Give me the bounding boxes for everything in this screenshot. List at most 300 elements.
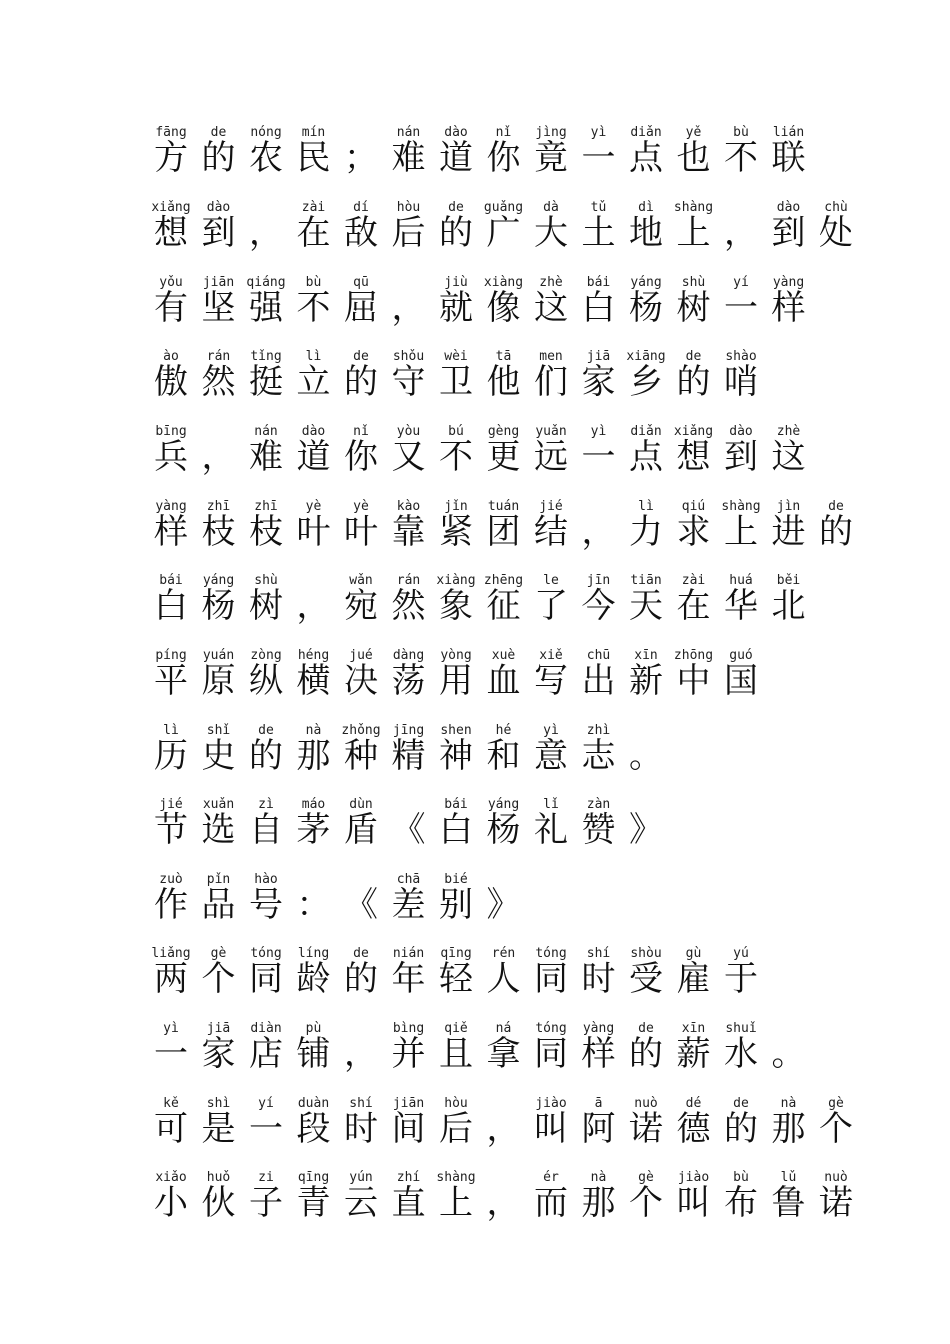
hanzi: ， xyxy=(486,1183,521,1223)
hanzi: 和 xyxy=(486,736,521,776)
hanzi: ： xyxy=(296,885,331,925)
hanzi: 布 xyxy=(724,1183,758,1223)
pinyin: jiān xyxy=(392,1096,425,1111)
hanzi: 枝 xyxy=(249,512,283,552)
hanzi: 白 xyxy=(154,586,188,626)
pinyin: nián xyxy=(392,946,425,961)
pinyin: yáng xyxy=(487,797,520,812)
hanzi: 道 xyxy=(296,437,331,477)
pinyin: yè xyxy=(353,499,369,514)
pinyin: xuè xyxy=(491,648,516,663)
pinyin: nuò xyxy=(634,1096,658,1111)
hanzi: 大 xyxy=(534,213,568,253)
pinyin: de xyxy=(685,349,702,364)
hanzi: 象 xyxy=(439,586,473,626)
pinyin: qū xyxy=(353,275,369,290)
hanzi: 远 xyxy=(534,437,568,477)
hanzi: 时 xyxy=(344,1109,378,1149)
pinyin: tā xyxy=(495,349,512,364)
pinyin: bié xyxy=(444,872,468,887)
hanzi: 不 xyxy=(296,288,331,328)
hanzi: 并 xyxy=(391,1034,426,1074)
hanzi: 店 xyxy=(249,1034,283,1074)
hanzi: 神 xyxy=(439,736,473,776)
pinyin: yáng xyxy=(630,275,662,290)
pinyin: zuò xyxy=(159,872,183,887)
pinyin: yàng xyxy=(772,275,805,290)
pinyin: nà xyxy=(305,723,322,738)
pinyin: mín xyxy=(301,125,326,140)
pinyin: yǒu xyxy=(159,275,183,290)
hanzi: 地 xyxy=(629,213,663,253)
hanzi: 土 xyxy=(581,213,616,253)
hanzi: 到 xyxy=(201,213,236,253)
pinyin: dào xyxy=(206,200,231,215)
hanzi: 想 xyxy=(154,213,188,253)
pinyin: yě xyxy=(685,125,702,140)
pinyin: hào xyxy=(254,872,278,887)
pinyin: rán xyxy=(396,573,421,588)
hanzi: 两 xyxy=(154,959,188,999)
pinyin: jìn xyxy=(776,499,801,514)
pinyin: shòu xyxy=(630,946,662,961)
hanzi: 敌 xyxy=(344,213,378,253)
pinyin: shuǐ xyxy=(725,1021,757,1036)
pinyin: diàn xyxy=(250,1021,282,1036)
hanzi: 且 xyxy=(439,1034,473,1074)
hanzi: 志 xyxy=(581,736,616,776)
text-line xyxy=(147,1096,853,1157)
hanzi: 白 xyxy=(581,288,616,328)
pinyin: bái xyxy=(444,797,468,812)
ruby-glyph xyxy=(616,724,676,784)
text-line xyxy=(147,798,827,858)
hanzi: 不 xyxy=(439,437,473,477)
hanzi: 屈 xyxy=(344,288,378,328)
pinyin: de xyxy=(258,723,274,738)
hanzi: 团 xyxy=(486,512,521,552)
pinyin: xīn xyxy=(634,648,658,663)
hanzi: 而 xyxy=(534,1183,568,1223)
pinyin: duàn xyxy=(297,1096,330,1111)
pinyin: zhōng xyxy=(673,648,714,663)
hanzi: 杨 xyxy=(201,586,236,626)
pinyin: zhēng xyxy=(483,573,524,588)
hanzi: 水 xyxy=(724,1034,758,1074)
pinyin: yì xyxy=(163,1021,179,1036)
pinyin: ào xyxy=(163,349,179,364)
pinyin: pù xyxy=(305,1021,322,1036)
hanzi: 意 xyxy=(534,736,568,776)
pinyin: jié xyxy=(539,499,563,514)
pinyin: chū xyxy=(586,648,611,663)
pinyin: tóng xyxy=(250,946,282,961)
hanzi: 紧 xyxy=(439,512,473,552)
pinyin: xiàng xyxy=(436,573,476,588)
pinyin: qiú xyxy=(681,499,706,514)
hanzi: 民 xyxy=(296,138,331,178)
pinyin: dào xyxy=(776,200,801,215)
pinyin: dào xyxy=(301,424,326,439)
hanzi: 傲 xyxy=(154,362,188,402)
pinyin: yáng xyxy=(202,573,235,588)
pinyin: yuán xyxy=(202,648,235,663)
hanzi: ， xyxy=(724,213,758,253)
hanzi: 方 xyxy=(154,138,188,178)
hanzi: 受 xyxy=(629,959,663,999)
hanzi: 别 xyxy=(439,885,473,925)
pinyin: jīn xyxy=(586,573,611,588)
hanzi: 决 xyxy=(344,661,378,701)
pinyin: le xyxy=(543,573,559,588)
hanzi: 哨 xyxy=(724,362,758,402)
pinyin: tiān xyxy=(630,573,662,588)
pinyin: tǔ xyxy=(590,200,607,215)
pinyin: shí xyxy=(349,1096,373,1111)
hanzi: 更 xyxy=(486,437,521,477)
hanzi: 荡 xyxy=(391,661,426,701)
hanzi: 守 xyxy=(391,362,426,402)
ruby-glyph xyxy=(759,1022,819,1082)
pinyin: bīng xyxy=(155,424,187,439)
pinyin: zi xyxy=(258,1170,274,1185)
hanzi: 》 xyxy=(486,885,521,925)
pinyin: zhí xyxy=(396,1170,421,1185)
hanzi: 品 xyxy=(201,885,236,925)
hanzi: 的 xyxy=(344,959,378,999)
hanzi: 段 xyxy=(296,1109,331,1149)
hanzi: 家 xyxy=(201,1034,236,1074)
hanzi: 的 xyxy=(629,1034,663,1074)
hanzi: 道 xyxy=(439,138,473,178)
hanzi: 龄 xyxy=(296,959,331,999)
pinyin: xuǎn xyxy=(202,797,235,812)
pinyin: jǐn xyxy=(444,499,468,514)
pinyin: jié xyxy=(159,797,183,812)
hanzi: 了 xyxy=(534,586,568,626)
pinyin: qiě xyxy=(444,1021,468,1036)
pinyin: dà xyxy=(543,200,559,215)
hanzi: 树 xyxy=(676,288,711,328)
hanzi: 枝 xyxy=(201,512,236,552)
hanzi: 子 xyxy=(249,1183,283,1223)
pinyin: gèng xyxy=(487,424,520,439)
ruby-glyph xyxy=(759,425,819,485)
hanzi: 同 xyxy=(534,959,568,999)
pinyin: xiǎng xyxy=(673,424,714,439)
text-line xyxy=(147,873,827,933)
hanzi: 原 xyxy=(201,661,236,701)
pinyin: ér xyxy=(543,1170,559,1185)
hanzi: 的 xyxy=(819,512,853,552)
pinyin: zhī xyxy=(254,499,278,514)
ruby-glyph xyxy=(616,798,676,858)
pinyin: rén xyxy=(491,946,516,961)
ruby-glyph xyxy=(806,1171,866,1231)
pinyin: huǒ xyxy=(206,1170,231,1185)
pinyin: zòng xyxy=(250,648,282,663)
hanzi: 也 xyxy=(676,138,711,178)
hanzi: 处 xyxy=(819,213,853,253)
hanzi: 上 xyxy=(439,1183,473,1223)
hanzi: 平 xyxy=(154,661,188,701)
pinyin: yì xyxy=(590,125,607,140)
hanzi: 血 xyxy=(486,661,521,701)
hanzi: 于 xyxy=(724,959,758,999)
pinyin: de xyxy=(638,1021,654,1036)
hanzi: 叫 xyxy=(534,1109,568,1149)
hanzi: ， xyxy=(249,213,283,253)
hanzi: 诺 xyxy=(629,1109,663,1149)
pinyin: jué xyxy=(349,648,373,663)
pinyin: yòng xyxy=(440,648,472,663)
text-line xyxy=(147,649,827,709)
hanzi: 们 xyxy=(534,362,568,402)
pinyin: nǐ xyxy=(495,125,512,140)
pinyin: bú xyxy=(448,424,464,439)
pinyin: máo xyxy=(301,797,326,812)
hanzi: 伙 xyxy=(201,1183,236,1223)
hanzi: 小 xyxy=(154,1183,188,1223)
hanzi: 间 xyxy=(391,1109,426,1149)
hanzi: 竟 xyxy=(534,138,568,178)
pinyin: shàng xyxy=(673,200,714,215)
hanzi: ， xyxy=(581,512,616,552)
hanzi: 精 xyxy=(391,736,426,776)
hanzi: 选 xyxy=(201,810,236,850)
pinyin: jiào xyxy=(535,1096,567,1111)
hanzi: 你 xyxy=(344,437,378,477)
pinyin: huá xyxy=(729,573,753,588)
pinyin: zhì xyxy=(586,723,611,738)
pinyin: lì xyxy=(638,499,654,514)
hanzi: 的 xyxy=(724,1109,758,1149)
pinyin: chù xyxy=(824,200,848,215)
hanzi: 。 xyxy=(771,1034,806,1074)
pinyin: yàng xyxy=(582,1021,615,1036)
pinyin: zhè xyxy=(539,275,563,290)
hanzi: 到 xyxy=(771,213,806,253)
text-line xyxy=(147,200,853,261)
hanzi: 这 xyxy=(771,437,806,477)
hanzi: ， xyxy=(486,1109,521,1149)
pinyin: yè xyxy=(305,499,322,514)
hanzi: 树 xyxy=(249,586,283,626)
hanzi: 难 xyxy=(249,437,283,477)
pinyin: dào xyxy=(444,125,468,140)
pinyin: kào xyxy=(396,499,421,514)
pinyin: yòu xyxy=(396,424,421,439)
hanzi: 中 xyxy=(676,661,711,701)
pinyin: jiān xyxy=(202,275,235,290)
hanzi: 兵 xyxy=(154,437,188,477)
hanzi: 时 xyxy=(581,959,616,999)
pinyin: yí xyxy=(258,1096,274,1111)
hanzi: 国 xyxy=(724,661,758,701)
pinyin: xiǎo xyxy=(155,1170,187,1185)
hanzi: 靠 xyxy=(391,512,426,552)
hanzi: 的 xyxy=(676,362,711,402)
hanzi: 立 xyxy=(296,362,331,402)
pinyin: ná xyxy=(495,1021,512,1036)
hanzi: 天 xyxy=(629,586,663,626)
pinyin: jìng xyxy=(535,125,567,140)
pinyin: ā xyxy=(594,1096,603,1111)
pinyin: gè xyxy=(828,1096,844,1111)
pinyin: dì xyxy=(638,200,654,215)
pinyin: bái xyxy=(159,573,183,588)
text-line xyxy=(147,350,827,410)
hanzi: 种 xyxy=(344,736,378,776)
hanzi: 杨 xyxy=(486,810,521,850)
hanzi: 年 xyxy=(391,959,426,999)
hanzi: 叶 xyxy=(344,512,378,552)
pinyin: jīng xyxy=(392,723,425,738)
hanzi: 征 xyxy=(486,586,521,626)
hanzi: 新 xyxy=(629,661,663,701)
pinyin: rán xyxy=(206,349,231,364)
pinyin: shen xyxy=(440,723,472,738)
hanzi: 你 xyxy=(486,138,521,178)
pinyin: shào xyxy=(725,349,757,364)
pinyin: tóng xyxy=(535,1021,567,1036)
pinyin: kě xyxy=(163,1096,179,1111)
hanzi: 阿 xyxy=(581,1109,616,1149)
hanzi: 叶 xyxy=(296,512,331,552)
hanzi: 的 xyxy=(344,362,378,402)
ruby-glyph xyxy=(474,873,534,933)
pinyin: lǐ xyxy=(543,797,559,812)
hanzi: 纵 xyxy=(249,661,283,701)
pinyin: héng xyxy=(297,648,330,663)
pinyin: zhī xyxy=(206,499,231,514)
hanzi: 云 xyxy=(344,1183,378,1223)
hanzi: 一 xyxy=(154,1034,188,1074)
pinyin: fāng xyxy=(155,125,187,140)
ruby-glyph xyxy=(711,350,771,410)
hanzi: 一 xyxy=(581,437,616,477)
pinyin: bù xyxy=(733,125,749,140)
hanzi: 自 xyxy=(249,810,283,850)
hanzi: 在 xyxy=(296,213,331,253)
hanzi: 赞 xyxy=(581,810,616,850)
hanzi: ； xyxy=(344,138,378,178)
hanzi: 像 xyxy=(486,288,521,328)
hanzi: 力 xyxy=(629,512,663,552)
pinyin: qīng xyxy=(297,1170,330,1185)
hanzi: 个 xyxy=(819,1109,853,1149)
hanzi: 就 xyxy=(439,288,473,328)
pinyin: nuò xyxy=(824,1170,848,1185)
pinyin: nǐ xyxy=(353,424,369,439)
hanzi: 他 xyxy=(486,362,521,402)
pinyin: nóng xyxy=(250,125,282,140)
pinyin: de xyxy=(448,200,464,215)
pinyin: jiù xyxy=(444,275,468,290)
pinyin: bìng xyxy=(392,1021,425,1036)
hanzi: 挺 xyxy=(249,362,283,402)
pinyin: yì xyxy=(590,424,607,439)
hanzi: 写 xyxy=(534,661,568,701)
pinyin: wèi xyxy=(444,349,468,364)
hanzi: 一 xyxy=(249,1109,283,1149)
hanzi: 难 xyxy=(391,138,426,178)
hanzi: ， xyxy=(296,586,331,626)
pinyin: lì xyxy=(305,349,322,364)
pinyin: liǎng xyxy=(151,946,191,961)
pinyin: píng xyxy=(155,648,187,663)
hanzi: 鲁 xyxy=(771,1183,806,1223)
hanzi: 礼 xyxy=(534,810,568,850)
pinyin: wǎn xyxy=(349,573,373,588)
pinyin: tuán xyxy=(487,499,520,514)
hanzi: 这 xyxy=(534,288,568,328)
hanzi: 《 xyxy=(344,885,378,925)
pinyin: guó xyxy=(729,648,753,663)
pinyin: lián xyxy=(772,125,805,140)
pinyin: gè xyxy=(210,946,227,961)
pinyin: de xyxy=(828,499,844,514)
hanzi: 有 xyxy=(154,288,188,328)
hanzi: 横 xyxy=(296,661,331,701)
text-line xyxy=(147,947,827,1007)
hanzi: 乡 xyxy=(629,362,663,402)
hanzi: 同 xyxy=(534,1034,568,1074)
hanzi: 家 xyxy=(581,362,616,402)
hanzi: 然 xyxy=(391,586,426,626)
hanzi: 的 xyxy=(201,138,236,178)
hanzi: 求 xyxy=(676,512,711,552)
hanzi: 那 xyxy=(581,1183,616,1223)
hanzi: 农 xyxy=(249,138,283,178)
pinyin: dí xyxy=(353,200,369,215)
hanzi: 叫 xyxy=(676,1183,711,1223)
pinyin: shù xyxy=(254,573,278,588)
hanzi: 北 xyxy=(771,586,806,626)
pinyin: dào xyxy=(729,424,753,439)
ruby-glyph xyxy=(711,947,771,1007)
hanzi: 的 xyxy=(439,213,473,253)
pinyin: gù xyxy=(685,946,702,961)
pinyin: shù xyxy=(681,275,706,290)
hanzi: 个 xyxy=(629,1183,663,1223)
hanzi: 用 xyxy=(439,661,473,701)
hanzi: 样 xyxy=(771,288,806,328)
ruby-glyph xyxy=(806,201,866,261)
pinyin: jiā xyxy=(586,349,611,364)
hanzi: 卫 xyxy=(439,362,473,402)
pinyin: jiào xyxy=(677,1170,710,1185)
hanzi: 到 xyxy=(724,437,758,477)
hanzi: ， xyxy=(391,288,426,328)
hanzi: 雇 xyxy=(676,959,711,999)
hanzi: 同 xyxy=(249,959,283,999)
text-line xyxy=(147,126,827,186)
hanzi: 人 xyxy=(486,959,521,999)
pinyin: xiě xyxy=(539,648,563,663)
pinyin: shàng xyxy=(721,499,761,514)
hanzi: 强 xyxy=(249,288,283,328)
hanzi: 宛 xyxy=(344,586,378,626)
hanzi: 白 xyxy=(439,810,473,850)
pinyin: de xyxy=(353,946,369,961)
pinyin: xiàng xyxy=(483,275,524,290)
pinyin: yí xyxy=(733,275,749,290)
hanzi: 结 xyxy=(534,512,568,552)
pinyin: nán xyxy=(396,125,421,140)
pinyin: lì xyxy=(163,723,179,738)
ruby-glyph xyxy=(711,649,771,709)
